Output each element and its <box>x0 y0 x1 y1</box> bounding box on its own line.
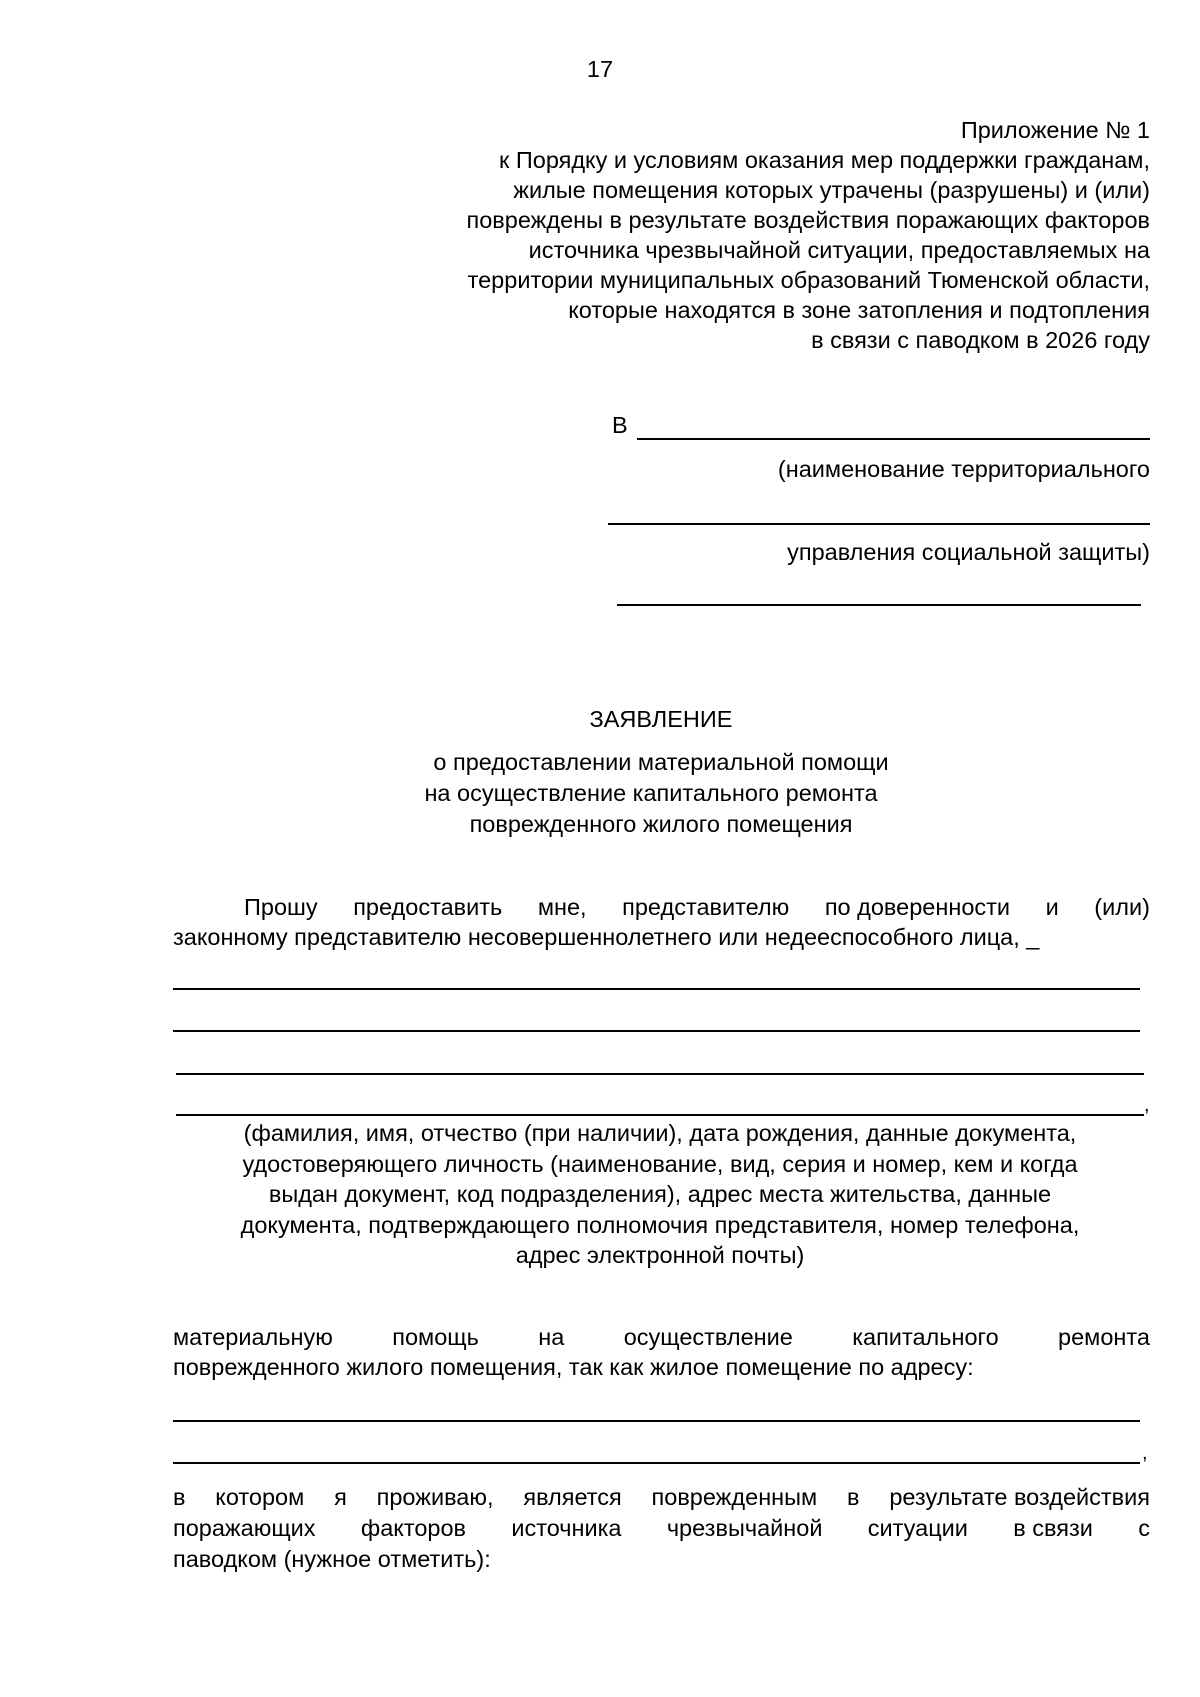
paragraph-2-line-2: поврежденного жилого помещения, так как жилое помещение по адресу: <box>173 1354 974 1380</box>
address-field-line-2[interactable] <box>173 1462 1140 1464</box>
appendix-line: повреждены в результате воздействия поражающих факторов <box>466 207 1150 233</box>
word: результате воздействия <box>889 1484 1150 1510</box>
appendix-block <box>250 115 1150 355</box>
hint-line: выдан документ, код подразделения), адрес места жительства, данные <box>268 1181 1052 1207</box>
paragraph-3-line-2 <box>173 1515 1150 1542</box>
word: материальную <box>173 1324 333 1350</box>
hint-line: документа, подтверждающего полномочия представителя, номер телефона, <box>240 1211 1080 1238</box>
recipient-hint-2: управления социальной защиты) <box>787 539 1150 565</box>
word: представителю <box>622 894 790 920</box>
applicant-field-line-3[interactable] <box>176 1073 1144 1075</box>
word: факторов <box>360 1515 467 1541</box>
word: помощь <box>392 1324 479 1350</box>
word: является <box>523 1484 622 1510</box>
document-title: ЗАЯВЛЕНИЕ <box>589 706 733 732</box>
word: и <box>1045 894 1059 920</box>
subtitle-line-1: о предоставлении материальной помощи <box>433 749 889 775</box>
word: в связи <box>1013 1515 1093 1541</box>
applicant-field-line-1[interactable] <box>173 988 1140 990</box>
recipient-prefix: В <box>612 412 628 438</box>
word: капитального <box>852 1324 999 1350</box>
trailing-comma: , <box>1144 1094 1150 1116</box>
applicant-hint <box>150 1118 1170 1271</box>
word: на <box>538 1324 565 1350</box>
paragraph-3-line-3: паводком (нужное отметить): <box>173 1546 491 1572</box>
hint-line: удостоверяющего личность (наименование, вид, серия и номер, кем и когда <box>242 1150 1078 1177</box>
word: в <box>173 1484 186 1510</box>
paragraph-1-line-1 <box>244 894 1150 921</box>
word: проживаю, <box>376 1484 494 1510</box>
paragraph-3-line-1 <box>173 1484 1150 1511</box>
word: поражающих <box>173 1515 316 1541</box>
paragraph-2-line-1 <box>173 1324 1150 1351</box>
word: (или) <box>1094 894 1150 920</box>
subtitle-line-2: на осуществление капитального ремонта <box>424 780 878 806</box>
word: Прошу <box>244 894 318 920</box>
recipient-field-line-2[interactable] <box>608 523 1150 525</box>
address-field-line-1[interactable] <box>173 1420 1140 1422</box>
word: мне, <box>537 894 587 920</box>
recipient-hint-1: (наименование территориального <box>777 456 1150 482</box>
hint-line: (фамилия, имя, отчество (при наличии), дата рождения, данные документа, <box>243 1120 1077 1146</box>
applicant-field-line-4[interactable] <box>176 1114 1144 1116</box>
hint-line: адрес электронной почты) <box>515 1242 805 1268</box>
appendix-line: к Порядку и условиям оказания мер поддержки гражданам, <box>499 147 1150 173</box>
recipient-field-line-1[interactable] <box>637 438 1150 440</box>
word: источника <box>511 1515 622 1541</box>
appendix-line: в связи с паводком в 2026 году <box>811 327 1150 353</box>
applicant-field-line-2[interactable] <box>173 1030 1140 1032</box>
trailing-comma: , <box>1142 1442 1148 1464</box>
word: котором <box>215 1484 305 1510</box>
word: по доверенности <box>824 894 1011 920</box>
word: осуществление <box>623 1324 793 1350</box>
appendix-line: территории муниципальных образований Тюменской области, <box>467 267 1150 293</box>
word: с <box>1138 1515 1150 1541</box>
paragraph-1-line-2: законному представителю несовершеннолетнего или недееспособного лица, _ <box>173 924 1040 950</box>
appendix-line: Приложение № 1 <box>960 117 1150 143</box>
document-subtitle <box>0 747 1200 840</box>
appendix-line: жилые помещения которых утрачены (разрушены) и (или) <box>513 177 1150 203</box>
word: поврежденным <box>651 1484 818 1510</box>
word: я <box>334 1484 347 1510</box>
appendix-line: которые находятся в зоне затопления и подтопления <box>568 297 1150 323</box>
word: в <box>847 1484 860 1510</box>
word: ремонта <box>1058 1324 1150 1350</box>
recipient-field-line-3[interactable] <box>617 604 1141 606</box>
appendix-line: источника чрезвычайной ситуации, предоставляемых на <box>528 237 1150 263</box>
word: предоставить <box>353 894 503 920</box>
page-number: 17 <box>586 56 614 82</box>
word: ситуации <box>867 1515 968 1541</box>
subtitle-line-3: поврежденного жилого помещения <box>469 811 853 837</box>
word: чрезвычайной <box>666 1515 823 1541</box>
